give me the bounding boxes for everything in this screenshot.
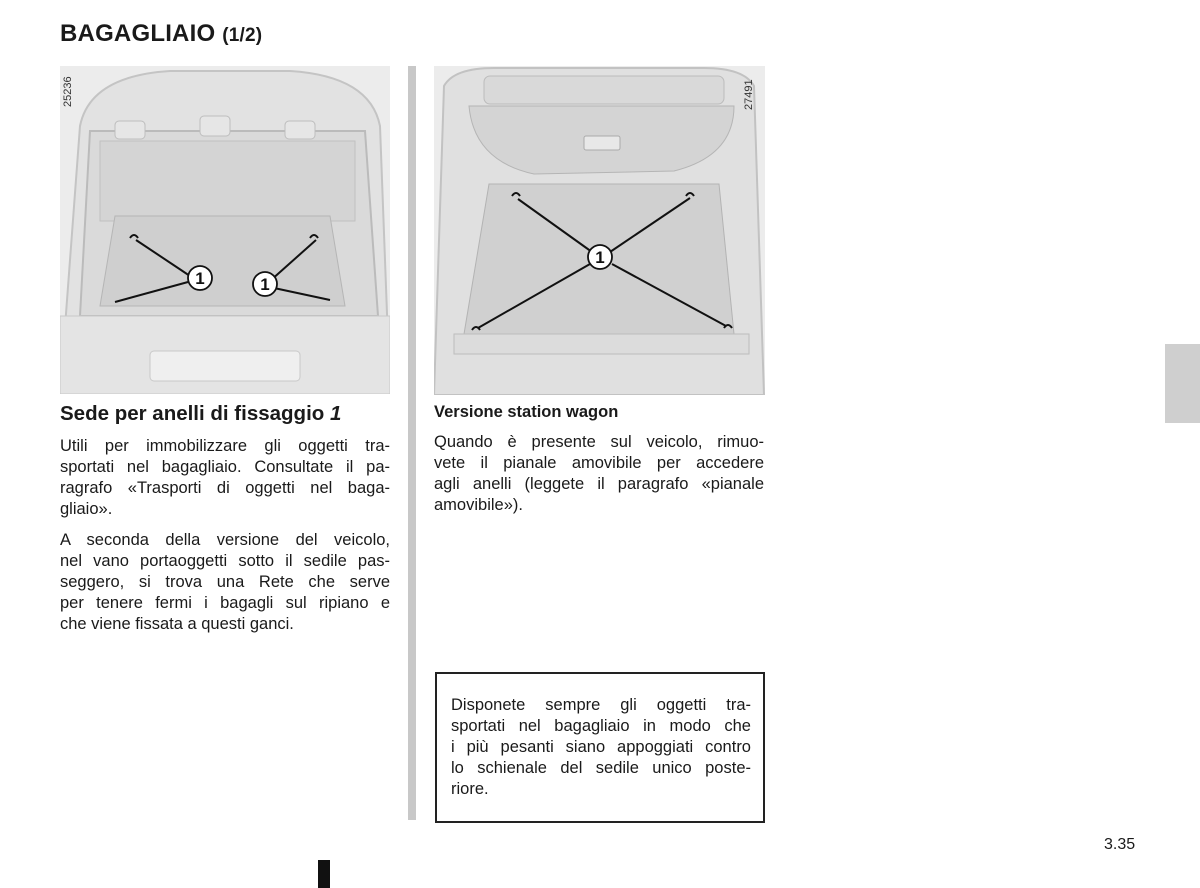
column-divider [408, 66, 416, 820]
text-line: che viene fissata a questi ganci. [60, 615, 294, 633]
text-line: gliaio». [60, 500, 113, 518]
svg-text:1: 1 [260, 275, 270, 294]
title-part: (1/2) [222, 25, 263, 46]
page-title [60, 20, 262, 48]
figure-code-right: 27491 [743, 79, 755, 110]
text-line: riore. [451, 780, 489, 798]
paragraph-fixing-rings [60, 436, 390, 520]
print-mark [318, 860, 330, 888]
heading-ref: 1 [330, 402, 342, 425]
heading-text: Sede per anelli di fissaggio [60, 402, 325, 425]
text-line: vete il pianale amovibile per accedere [434, 454, 764, 472]
page-number: 3.35 [1104, 836, 1136, 853]
text-line: amovibile»). [434, 496, 523, 514]
text-line: nel vano portaoggetti sotto il sedile pas- [60, 552, 390, 570]
text-line: i più pesanti siano appoggiati contro [451, 738, 751, 756]
trunk-figure-station-wagon [434, 66, 765, 395]
text-line: seggero, si trova una Rete che serve [60, 573, 390, 591]
text-line: Disponete sempre gli oggetti tra- [451, 696, 751, 714]
svg-text:1: 1 [195, 269, 205, 288]
paragraph-net [60, 530, 390, 635]
text-line: sportati nel bagagliaio. Consultate il pa- [60, 458, 390, 476]
text-line: lo schienale del sedile unico poste- [451, 759, 751, 777]
text-line: sportati nel bagagliaio in modo che [451, 717, 751, 735]
subheading-station-wagon: Versione station wagon [434, 403, 619, 421]
text-line: agli anelli (leggete il paragrafo «pianale [434, 475, 764, 493]
trunk-illustration [60, 66, 390, 394]
paragraph-station-wagon [434, 432, 764, 516]
text-line: per tenere fermi i bagagli sul ripiano e [60, 594, 390, 612]
text-line: Utili per immobilizzare gli oggetti tra- [60, 437, 390, 455]
section-heading [60, 402, 341, 426]
title-text: BAGAGLIAIO [60, 20, 216, 47]
text-line: ragrafo «Trasporti di oggetti nel baga- [60, 479, 390, 497]
callout-1-right [253, 272, 277, 296]
text-line: Quando è presente sul veicolo, rimuo- [434, 433, 764, 451]
warning-text [451, 695, 751, 800]
chapter-tab [1165, 344, 1200, 423]
trunk-figure-hatchback [60, 66, 390, 394]
svg-text:1: 1 [595, 248, 605, 267]
callout-1-left [188, 266, 212, 290]
trunk-illustration [434, 66, 765, 395]
text-line: A seconda della versione del veicolo, [60, 531, 390, 549]
figure-code-left: 25236 [62, 76, 74, 107]
warning-box [435, 672, 765, 823]
callout-1 [588, 245, 612, 269]
